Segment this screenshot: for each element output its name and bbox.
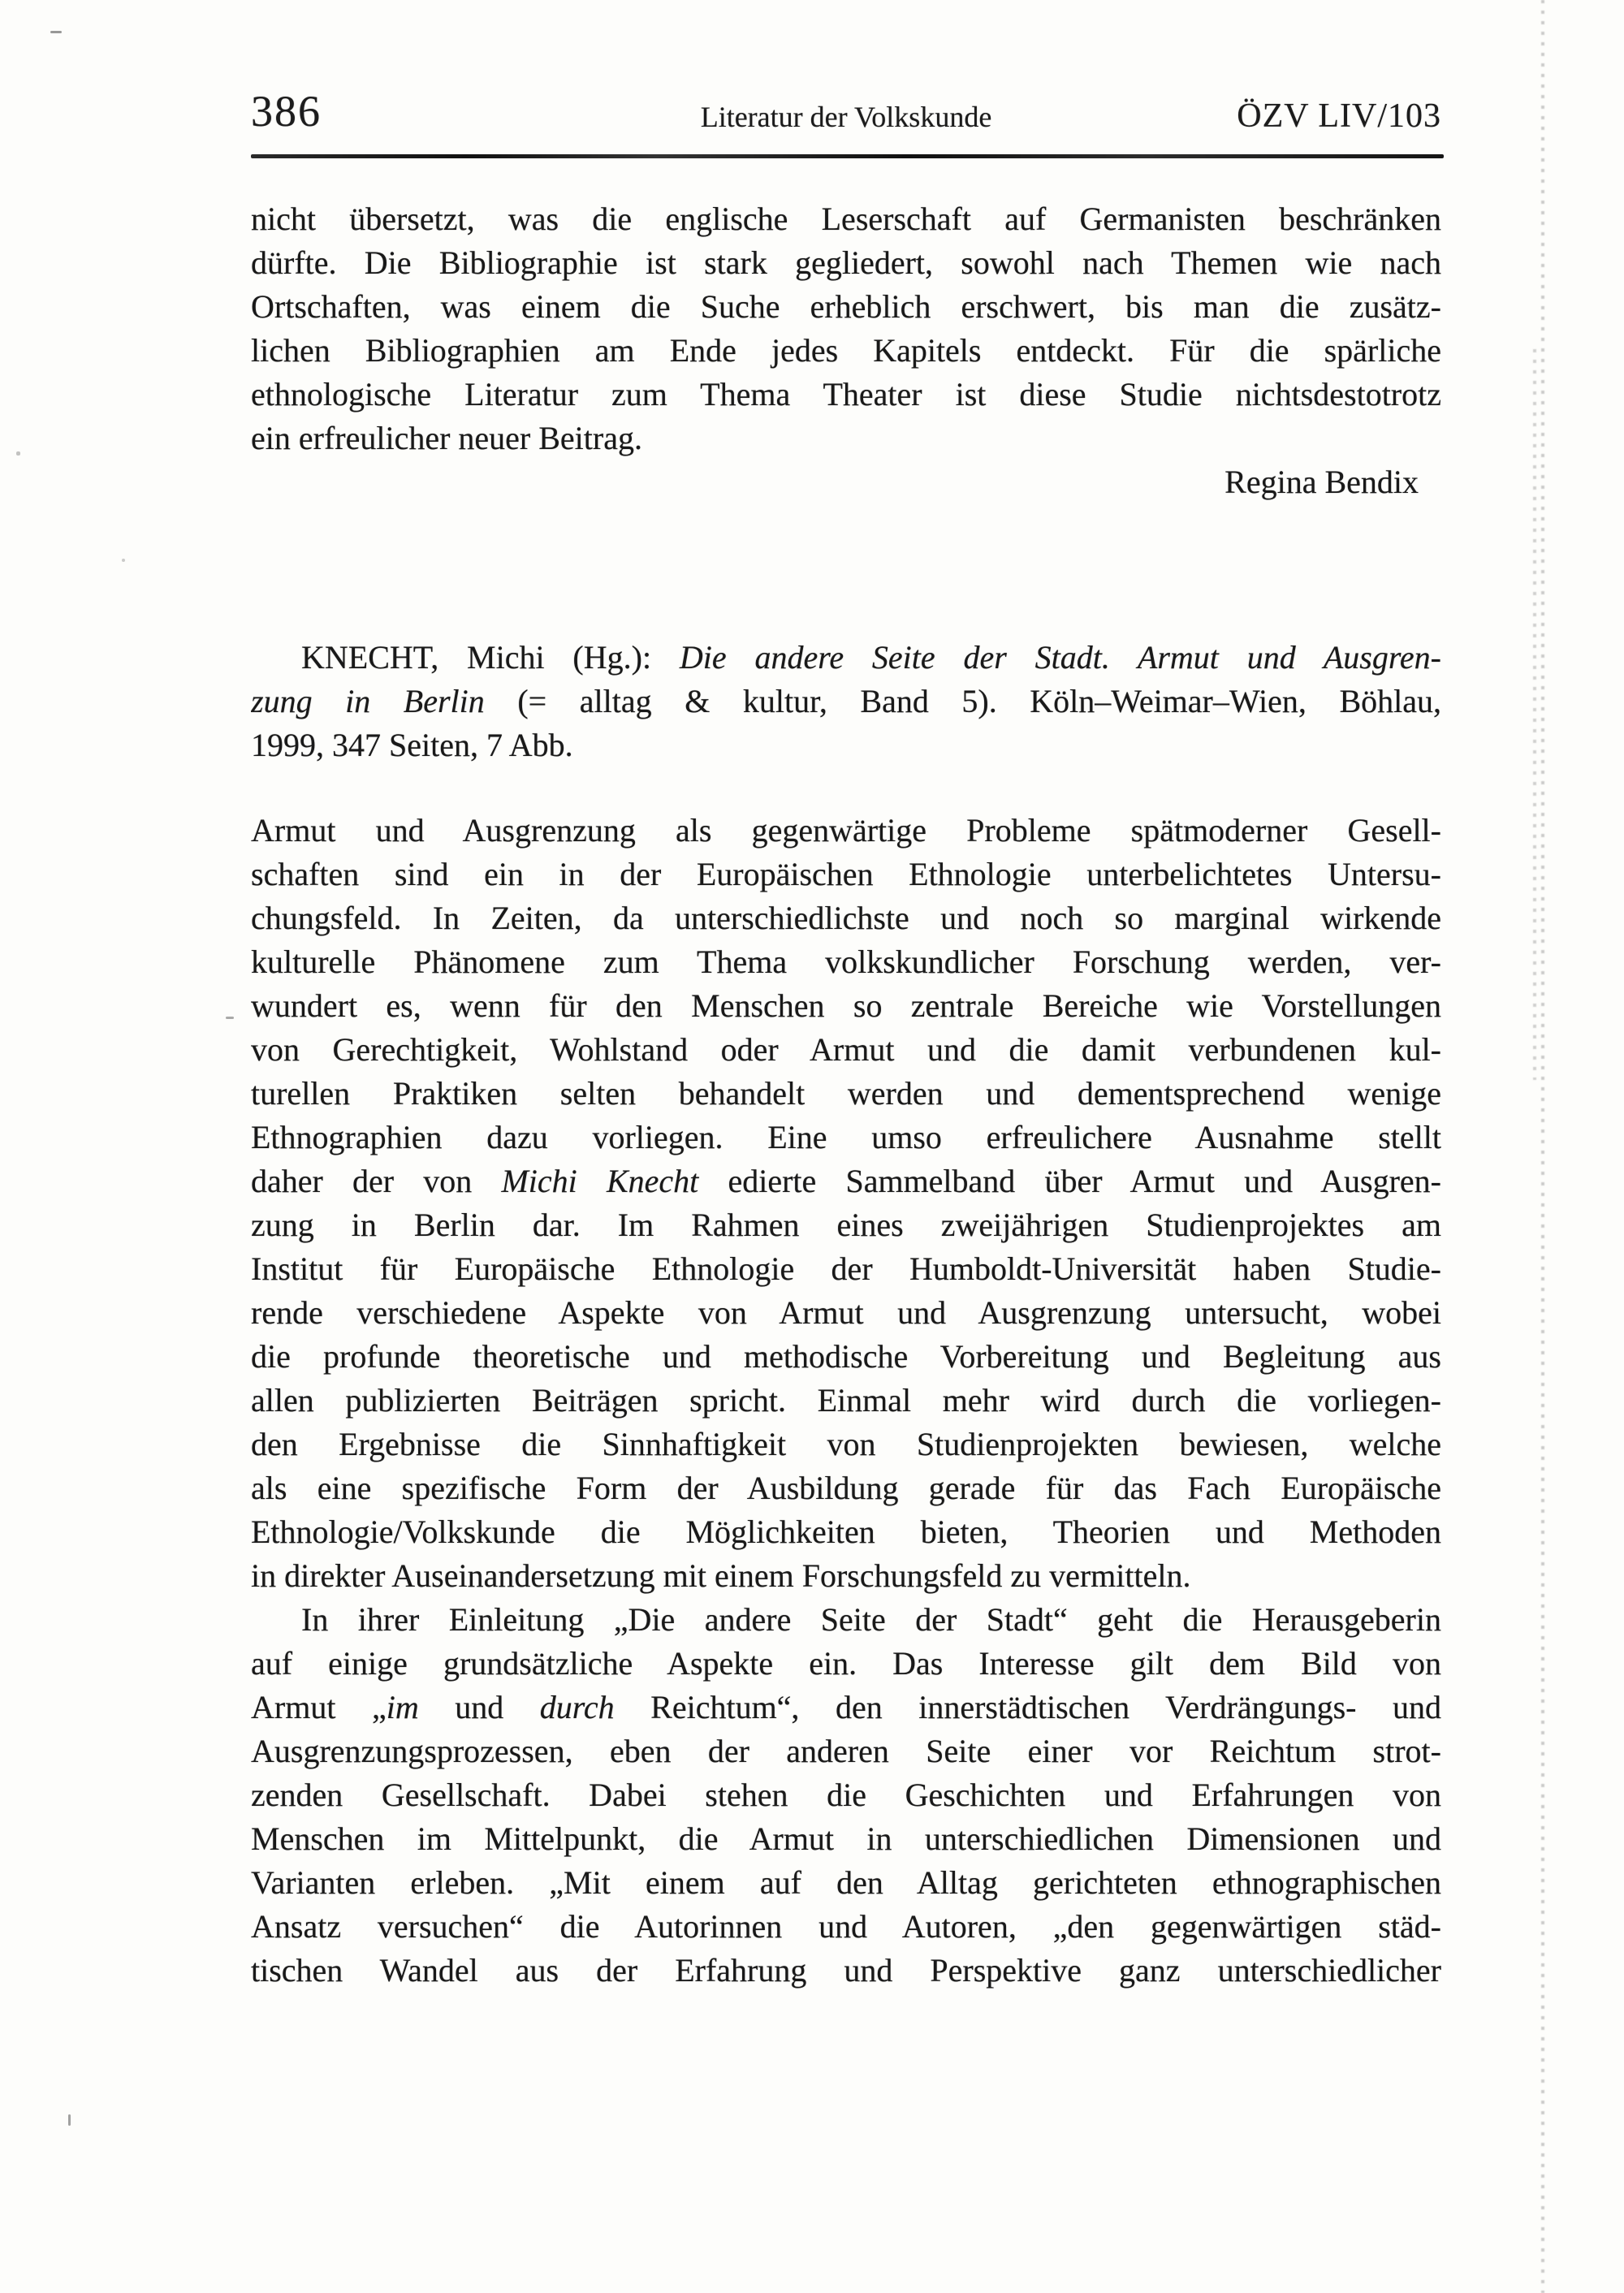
text-segment: Ausgrenzungsprozessen, eben der anderen Seite einer vor Reichtum strot- <box>251 1733 1441 1769</box>
text-segment: den Ergebnisse die Sinnhaftigkeit von Studienprojekten bewiesen, welche <box>251 1426 1441 1462</box>
text-segment: edierte Sammelband über Armut und Ausgren- <box>698 1163 1441 1199</box>
italic-text-segment: Michi Knecht <box>501 1163 699 1199</box>
text-segment: rende verschiedene Aspekte von Armut und Ausgrenzung untersucht, wobei <box>251 1294 1441 1331</box>
text-segment: Reichtum“, den innerstädtischen Verdrängungs- und <box>614 1689 1441 1725</box>
text-segment: in direkter Auseinandersetzung mit einem Forschungsfeld zu vermitteln. <box>251 1557 1191 1594</box>
text-line <box>251 1510 1441 1554</box>
text-line <box>251 723 1441 767</box>
text-line <box>251 1423 1441 1466</box>
text-segment: turellen Praktiken selten behandelt werden und dementsprechend wenige <box>251 1075 1441 1112</box>
running-title: Literatur der Volkskunde <box>700 101 992 133</box>
text-line <box>251 329 1441 373</box>
page-number: 386 <box>251 87 322 136</box>
text-segment: dürfte. Die Bibliographie ist stark gegliedert, sowohl nach Themen wie nach <box>251 244 1441 281</box>
text-line <box>251 373 1441 417</box>
text-segment: Ethnographien dazu vorliegen. Eine umso erfreulichere Ausnahme stellt <box>251 1119 1441 1155</box>
text-line <box>251 1949 1441 1993</box>
text-line <box>251 417 1441 460</box>
text-line <box>251 809 1441 853</box>
text-line <box>251 197 1441 241</box>
text-line <box>251 636 1441 680</box>
text-segment: nicht übersetzt, was die englische Leserschaft auf Germanisten beschränken <box>251 201 1441 237</box>
text-line <box>251 1072 1441 1116</box>
review-body-paragraph-1 <box>251 809 1441 1598</box>
italic-text-segment: durch <box>539 1689 615 1725</box>
text-line <box>251 1686 1441 1729</box>
text-line <box>251 285 1441 329</box>
text-line <box>251 1379 1441 1423</box>
scan-speck <box>68 2114 71 2126</box>
text-line <box>251 1861 1441 1905</box>
text-line <box>251 1642 1441 1686</box>
text-segment: tischen Wandel aus der Erfahrung und Perspektive ganz unterschiedlicher <box>251 1952 1441 1989</box>
review-body-paragraph-2 <box>251 1598 1441 1993</box>
text-segment: (= alltag & kultur, Band 5). Köln–Weimar–Wien, Böhlau, <box>484 683 1441 719</box>
text-line <box>251 896 1441 940</box>
text-line <box>251 680 1441 723</box>
text-segment: Menschen im Mittelpunkt, die Armut in unterschiedlichen Dimensionen und <box>251 1820 1441 1857</box>
text-line <box>251 241 1441 285</box>
text-segment: chungsfeld. In Zeiten, da unterschiedlichste und noch so marginal wirkende <box>251 900 1441 936</box>
text-segment: zung in Berlin dar. Im Rahmen eines zweijährigen Studienprojektes am <box>251 1207 1441 1243</box>
text-segment: Ortschaften, was einem die Suche erheblich erschwert, bis man die zusätz- <box>251 288 1441 325</box>
scan-page-edge-artifact-inner <box>1533 349 1536 1080</box>
text-segment: Ethnologie/Volkskunde die Möglichkeiten bieten, Theorien und Methoden <box>251 1514 1441 1550</box>
reviewer-signature: Regina Bendix <box>1224 464 1419 500</box>
text-segment: ethnologische Literatur zum Thema Theater ist diese Studie nichtsdestotrotz <box>251 376 1441 412</box>
text-line <box>251 1817 1441 1861</box>
text-segment: 1999, 347 Seiten, 7 Abb. <box>251 727 573 763</box>
journal-issue: ÖZV LIV/103 <box>1237 97 1441 135</box>
header-rule <box>251 154 1444 158</box>
text-line <box>251 1773 1441 1817</box>
text-segment: wundert es, wenn für den Menschen so zentrale Bereiche wie Vorstellungen <box>251 987 1441 1024</box>
text-segment: die profunde theoretische und methodische Vorbereitung und Begleitung aus <box>251 1338 1441 1375</box>
text-segment: Varianten erleben. „Mit einem auf den Alltag gerichteten ethnographischen <box>251 1864 1441 1901</box>
text-line <box>251 1598 1441 1642</box>
italic-text-segment: zung in Berlin <box>251 683 485 719</box>
signature-row <box>251 460 1441 504</box>
review-tail-paragraph <box>251 197 1441 460</box>
text-line <box>251 1291 1441 1335</box>
text-segment: allen publizierten Beiträgen spricht. Einmal mehr wird durch die vorliegen- <box>251 1382 1441 1419</box>
text-line <box>251 1729 1441 1773</box>
scan-speck <box>16 451 20 456</box>
text-segment: Ansatz versuchen“ die Autorinnen und Autoren, „den gegenwärtigen städ- <box>251 1908 1441 1945</box>
scan-page-edge-artifact <box>1541 0 1544 2293</box>
text-segment: ein erfreulicher neuer Beitrag. <box>251 420 642 456</box>
text-line <box>251 1159 1441 1203</box>
book-citation-paragraph <box>251 636 1441 767</box>
text-segment: In ihrer Einleitung „Die andere Seite der Stadt“ geht die Herausgeberin <box>301 1601 1441 1638</box>
text-segment: Armut „ <box>251 1689 387 1725</box>
text-segment: schaften sind ein in der Europäischen Ethnologie unterbelichtetes Untersu- <box>251 856 1441 892</box>
italic-text-segment: Die andere Seite der Stadt. Armut und Ausgren- <box>679 639 1441 676</box>
scan-speck <box>50 31 62 33</box>
text-line <box>251 1554 1441 1598</box>
text-line <box>251 984 1441 1028</box>
text-line <box>251 853 1441 896</box>
scan-speck <box>226 1017 234 1019</box>
text-segment: von Gerechtigkeit, Wohlstand oder Armut und die damit verbundenen kul- <box>251 1031 1441 1068</box>
text-line <box>251 1905 1441 1949</box>
text-segment: lichen Bibliographien am Ende jedes Kapitels entdeckt. Für die spärliche <box>251 332 1441 369</box>
text-segment: daher der von <box>251 1163 502 1199</box>
text-line <box>251 1203 1441 1247</box>
text-segment: auf einige grundsätzliche Aspekte ein. Das Interesse gilt dem Bild von <box>251 1645 1441 1682</box>
text-segment: KNECHT, Michi (Hg.): <box>301 639 680 676</box>
text-line <box>251 940 1441 984</box>
text-segment: zenden Gesellschaft. Dabei stehen die Geschichten und Erfahrungen von <box>251 1777 1441 1813</box>
text-line <box>251 1335 1441 1379</box>
text-segment: Armut und Ausgrenzung als gegenwärtige Probleme spätmoderner Gesell- <box>251 812 1441 849</box>
text-segment: und <box>418 1689 540 1725</box>
text-segment: kulturelle Phänomene zum Thema volkskundlicher Forschung werden, ver- <box>251 944 1441 980</box>
italic-text-segment: im <box>386 1689 419 1725</box>
text-line <box>251 1466 1441 1510</box>
text-segment: Institut für Europäische Ethnologie der Humboldt-Universität haben Studie- <box>251 1250 1441 1287</box>
scan-speck <box>122 559 125 562</box>
text-line <box>251 1247 1441 1291</box>
text-line <box>251 1028 1441 1072</box>
page-header <box>251 81 1441 136</box>
text-line <box>251 1116 1441 1159</box>
text-segment: als eine spezifische Form der Ausbildung gerade für das Fach Europäische <box>251 1470 1441 1506</box>
